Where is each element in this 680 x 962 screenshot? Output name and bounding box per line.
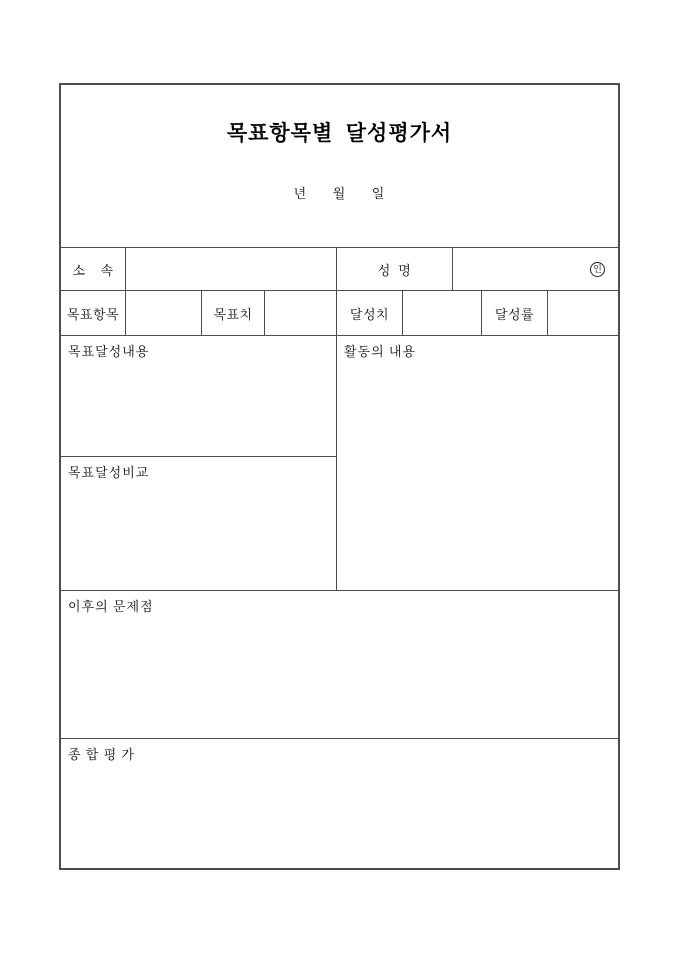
form-header bbox=[61, 85, 618, 248]
achieved-value-label: 달성치 bbox=[349, 306, 390, 322]
affiliation-label-cell bbox=[61, 248, 126, 290]
goal-achievement-content-label: 목표달성내용 bbox=[68, 344, 150, 359]
name-label-cell bbox=[337, 248, 453, 290]
overall-evaluation-area[interactable] bbox=[61, 739, 618, 868]
goal-values-row bbox=[61, 291, 618, 336]
future-problems-area[interactable] bbox=[61, 591, 618, 739]
affiliation-name-row bbox=[61, 248, 618, 291]
achievement-rate-label-cell bbox=[482, 291, 548, 335]
achievement-rate-input-cell[interactable] bbox=[548, 291, 618, 335]
goal-target-label-cell bbox=[202, 291, 265, 335]
form-sheet bbox=[59, 83, 620, 870]
name-label: 성 명 bbox=[377, 262, 412, 278]
affiliation-label: 소 속 bbox=[72, 262, 114, 278]
goal-target-input-cell[interactable] bbox=[265, 291, 337, 335]
affiliation-input-cell[interactable] bbox=[126, 248, 337, 290]
overall-evaluation-label: 종 합 평 가 bbox=[68, 747, 135, 762]
middle-section bbox=[61, 336, 618, 591]
seal-mark-icon: 인 bbox=[590, 262, 605, 277]
goal-item-label-cell bbox=[61, 291, 126, 335]
name-input-cell[interactable] bbox=[453, 248, 618, 290]
activity-content-label: 활동의 내용 bbox=[344, 344, 417, 359]
goal-target-label: 목표치 bbox=[213, 306, 253, 322]
achievement-rate-label: 달성률 bbox=[494, 306, 535, 322]
achieved-value-input-cell[interactable] bbox=[403, 291, 482, 335]
future-problems-label: 이후의 문제점 bbox=[68, 599, 154, 614]
goal-achievement-content-area[interactable] bbox=[61, 336, 336, 457]
goal-item-input-cell[interactable] bbox=[126, 291, 202, 335]
goal-item-label: 목표항목 bbox=[66, 306, 120, 322]
goal-achievement-comparison-label: 목표달성비교 bbox=[68, 465, 150, 480]
activity-content-area[interactable] bbox=[337, 336, 618, 590]
goal-achievement-comparison-area[interactable] bbox=[61, 457, 336, 590]
achieved-value-label-cell bbox=[337, 291, 403, 335]
date-line: 년 월 일 bbox=[293, 186, 386, 201]
middle-left-column bbox=[61, 336, 337, 590]
form-title: 목표항목별 달성평가서 bbox=[226, 121, 453, 145]
